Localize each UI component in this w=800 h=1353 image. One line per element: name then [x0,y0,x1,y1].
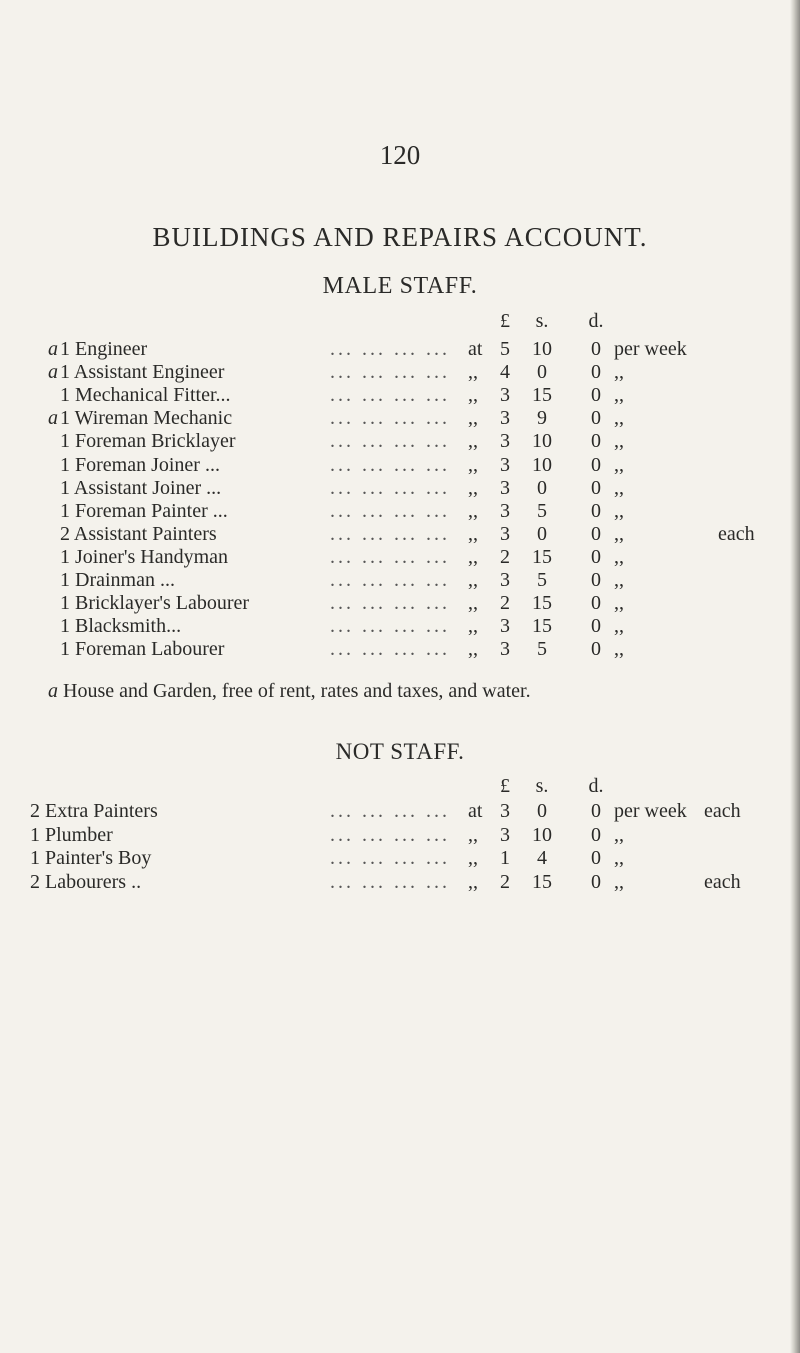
dot-leader: ... ... ... ... [330,569,450,591]
each-note: each [704,800,741,822]
pay-period: ,, [614,499,624,522]
table-row [0,407,800,433]
pounds-value: 3 [500,615,510,638]
rate-prefix: ,, [468,522,478,545]
page-number: 120 [379,140,421,170]
shillings-value: 5 [537,638,547,661]
currency-header-row [0,775,800,801]
table-row [0,847,800,873]
pay-period: ,, [614,361,624,384]
rate-prefix: ,, [468,823,478,846]
rate-prefix: ,, [468,384,478,407]
rate-prefix: ,, [468,476,478,499]
pounds-value: 5 [500,338,510,360]
pence-value: 0 [591,615,601,638]
shillings-value: 0 [537,476,547,499]
pounds-value: 4 [500,361,510,384]
staff-name: 1 Drainman ... [60,569,175,591]
staff-name: 1 Plumber [30,823,113,846]
rate-prefix: at [468,800,483,822]
page-title: BUILDINGS AND REPAIRS ACCOUNT. [152,222,648,252]
footnote-mark: a [48,680,58,702]
pay-period: ,, [614,407,624,430]
table-row [0,569,800,595]
pay-period: ,, [614,430,624,453]
table-row [0,824,800,850]
pence-header: d. [588,310,604,332]
pence-value: 0 [591,569,601,591]
page-edge-shadow [790,0,800,1353]
dot-leader: ... ... ... ... [330,545,450,568]
table-row [0,546,800,572]
shillings-value: 10 [532,453,552,476]
pounds-value: 3 [500,638,510,661]
dot-leader: ... ... ... ... [330,592,450,615]
table-row [0,384,800,410]
shillings-value: 0 [537,361,547,384]
shillings-value: 9 [537,407,547,430]
shillings-value: 10 [532,823,552,846]
table-row [0,638,800,664]
each-note: each [704,870,741,893]
pence-value: 0 [591,499,601,522]
staff-name: 1 Engineer [60,338,148,360]
pence-value: 0 [591,800,601,822]
shillings-value: 10 [532,338,552,360]
dot-leader: ... ... ... ... [330,384,450,407]
staff-name: 2 Assistant Painters [60,522,217,545]
shillings-value: 4 [537,847,547,869]
rate-prefix: ,, [468,407,478,430]
staff-name: 1 Foreman Joiner ... [60,453,220,476]
pence-value: 0 [591,338,601,360]
male-staff-heading: MALE STAFF. [322,273,478,299]
pay-period: ,, [614,522,624,545]
shillings-value: 5 [537,569,547,591]
staff-name: 1 Assistant Engineer [60,361,225,384]
pay-period: ,, [614,453,624,476]
pounds-value: 3 [500,823,510,846]
footnote [48,680,531,703]
table-row [0,871,800,897]
dot-leader: ... ... ... ... [330,615,450,638]
table-row [0,615,800,641]
rate-prefix: ,, [468,638,478,661]
table-row [0,338,800,364]
staff-name: 1 Foreman Painter ... [60,499,228,522]
pounds-value: 3 [500,569,510,591]
pounds-value: 1 [500,847,510,869]
shillings-value: 15 [532,592,552,615]
staff-mark: a [48,407,58,430]
pence-value: 0 [591,361,601,384]
shillings-value: 15 [532,384,552,407]
pay-period: ,, [614,823,624,846]
pence-value: 0 [591,823,601,846]
dot-leader: ... ... ... ... [330,847,450,869]
staff-name: 1 Mechanical Fitter... [60,384,231,407]
footnote-text: House and Garden, free of rent, rates and taxes, and water. [63,680,531,702]
table-row [0,430,800,456]
shillings-value: 0 [537,800,547,822]
staff-name: 2 Labourers .. [30,870,142,893]
dot-leader: ... ... ... ... [330,638,450,661]
staff-name: 2 Extra Painters [30,800,158,822]
pounds-value: 3 [500,499,510,522]
pounds-value: 3 [500,430,510,453]
staff-name: 1 Foreman Bricklayer [60,430,236,453]
shillings-value: 10 [532,430,552,453]
rate-prefix: ,, [468,870,478,893]
currency-header-row [0,310,800,336]
dot-leader: ... ... ... ... [330,823,450,846]
shillings-header: s. [535,775,549,797]
pounds-value: 2 [500,592,510,615]
pay-period: ,, [614,569,624,591]
pence-value: 0 [591,522,601,545]
rate-prefix: ,, [468,453,478,476]
pounds-header: £ [500,310,510,332]
dot-leader: ... ... ... ... [330,453,450,476]
shillings-value: 15 [532,545,552,568]
staff-name: 1 Blacksmith... [60,615,182,638]
pence-value: 0 [591,592,601,615]
pounds-value: 3 [500,384,510,407]
pounds-value: 3 [500,407,510,430]
pence-value: 0 [591,870,601,893]
dot-leader: ... ... ... ... [330,338,450,360]
pounds-value: 2 [500,870,510,893]
table-row [0,800,800,826]
pence-value: 0 [591,384,601,407]
table-row [0,454,800,480]
staff-name: 1 Wireman Mechanic [60,407,233,430]
pounds-value: 3 [500,453,510,476]
pence-value: 0 [591,407,601,430]
staff-name: 1 Painter's Boy [30,847,152,869]
dot-leader: ... ... ... ... [330,430,450,453]
pence-value: 0 [591,545,601,568]
pence-value: 0 [591,430,601,453]
dot-leader: ... ... ... ... [330,499,450,522]
pay-period: per week [614,800,687,822]
staff-name: 1 Foreman Labourer [60,638,225,661]
pounds-value: 3 [500,522,510,545]
table-row [0,592,800,618]
rate-prefix: at [468,338,483,360]
shillings-value: 5 [537,499,547,522]
staff-name: 1 Joiner's Handyman [60,545,229,568]
dot-leader: ... ... ... ... [330,870,450,893]
pay-period: ,, [614,638,624,661]
pay-period: ,, [614,870,624,893]
table-row [0,500,800,526]
pay-period: per week [614,338,687,360]
rate-prefix: ,, [468,569,478,591]
pounds-value: 3 [500,800,510,822]
staff-name: 1 Assistant Joiner ... [60,476,222,499]
pay-period: ,, [614,592,624,615]
pay-period: ,, [614,476,624,499]
dot-leader: ... ... ... ... [330,522,450,545]
pounds-value: 3 [500,476,510,499]
dot-leader: ... ... ... ... [330,361,450,384]
rate-prefix: ,, [468,615,478,638]
staff-mark: a [48,338,58,360]
rate-prefix: ,, [468,499,478,522]
shillings-value: 15 [532,870,552,893]
shillings-header: s. [535,310,549,332]
rate-prefix: ,, [468,361,478,384]
table-row [0,523,800,549]
rate-prefix: ,, [468,545,478,568]
pence-value: 0 [591,638,601,661]
pay-period: ,, [614,384,624,407]
pay-period: ,, [614,615,624,638]
rate-prefix: ,, [468,847,478,869]
table-row [0,361,800,387]
not-staff-heading: NOT STAFF. [335,739,465,764]
pence-value: 0 [591,847,601,869]
shillings-value: 0 [537,522,547,545]
dot-leader: ... ... ... ... [330,407,450,430]
pence-value: 0 [591,476,601,499]
pounds-header: £ [500,775,510,797]
staff-name: 1 Bricklayer's Labourer [60,592,250,615]
pay-period: ,, [614,847,624,869]
shillings-value: 15 [532,615,552,638]
staff-mark: a [48,361,58,384]
pence-header: d. [588,775,604,797]
pence-value: 0 [591,453,601,476]
each-note: each [718,522,755,545]
dot-leader: ... ... ... ... [330,476,450,499]
rate-prefix: ,, [468,430,478,453]
dot-leader: ... ... ... ... [330,800,450,822]
pounds-value: 2 [500,545,510,568]
rate-prefix: ,, [468,592,478,615]
table-row [0,477,800,503]
pay-period: ,, [614,545,624,568]
